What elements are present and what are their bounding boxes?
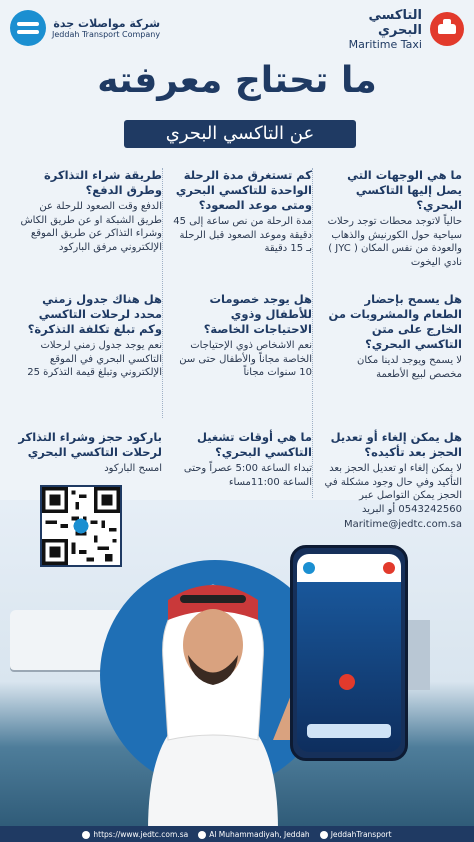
maritime-taxi-icon — [383, 562, 395, 574]
location-pin-icon — [198, 831, 206, 839]
faq-item-food — [322, 292, 462, 381]
faq-answer: الدفع وقت الصعود للرحلة عن طريق الشبكة او عن طريق الكاش وشراء التذاكر عن طريق الموقع الإلكتروني مرفق الباركود — [20, 201, 162, 253]
faq-question: هل يسمح بإحضار الطعام والمشروبات من الخارج على متن التاكسي البحري؟ — [328, 292, 462, 351]
social-icon — [320, 831, 328, 839]
faq-question: ما هي أوقات تشغيل التاكسي البحري؟ — [196, 430, 312, 459]
faq-question: ما هي الوجهات التي يصل إليها التاكسي البحري؟ — [347, 168, 462, 212]
jeddah-transport-logo — [10, 8, 170, 48]
app-book-button — [307, 724, 391, 738]
faq-answer: لا يسمح ويوجد لدينا مكان مخصص لبيع الأطعمة — [357, 355, 462, 380]
taxi-name-ar: التاكسي البحري — [368, 7, 422, 38]
faq-item-cancel — [322, 430, 462, 532]
faq-answer: حالياً لاتوجد محطات توجد رحلات سياحية حول الكورنيش والذهاب والعودة من نفس المكان ( JYC ) نادي اليخوت — [327, 216, 462, 268]
footer-bar — [0, 826, 474, 842]
faq-question: هل يوجد خصومات للأطفال وذوي الاحتياجات الخاصة؟ — [203, 292, 312, 336]
contact-email[interactable]: Maritime@jedtc.com.sa — [344, 519, 462, 530]
maritime-taxi-icon — [430, 12, 464, 46]
globe-icon — [82, 831, 90, 839]
presenter-photo — [108, 540, 318, 830]
jtc-name-en: Jeddah Transport Company — [52, 30, 161, 39]
phone-mockup — [290, 545, 408, 761]
faq-question: باركود حجز وشراء التذاكر لرحلات التاكسي البحري — [18, 430, 162, 459]
taxi-name-en: Maritime Taxi — [348, 37, 422, 51]
maritime-taxi-logo — [324, 8, 464, 50]
faq-question: كم تستغرق مدة الرحلة الواحدة للتاكسي البحري ومتى موعد الصعود؟ — [175, 168, 312, 212]
faq-question: هل هناك جدول زمني محدد لرحلات التاكسي وكم تبلغ تكلفة التذكرة؟ — [27, 292, 162, 336]
faq-item-barcode — [12, 430, 162, 476]
faq-answer: تبداء الساعة 5:00 عصراً وحتى الساعة 11:00مساء — [183, 463, 312, 488]
jtc-logo-icon — [10, 10, 46, 46]
faq-answer: نعم يوجد جدول زمني لرحلات التاكسي البحري في الموقع الإلكتروني وتبلغ قيمة التذكرة 25 — [27, 340, 162, 378]
app-screen — [297, 554, 401, 752]
faq-item-hours — [172, 430, 312, 489]
faq-item-payment — [12, 168, 162, 254]
page-title: ما تحتاج معرفته — [97, 60, 377, 101]
faq-answer: مدة الرحلة من نص ساعة إلى 45 دقيقة وموعد الصعود قبل الرحلة بـ 15 دقيقة — [173, 216, 312, 254]
divider — [162, 168, 164, 418]
faq-item-schedule-price — [12, 292, 162, 380]
jtc-name-ar: شركة مواصلات جدة — [53, 17, 161, 30]
footer-website[interactable]: https://www.jedtc.com.sa — [82, 830, 188, 839]
divider — [312, 168, 314, 498]
faq-question: هل يمكن إلغاء أو تعديل الحجز بعد تأكيده؟ — [330, 430, 462, 459]
faq-question: طريقة شراء التذاكرة وطرق الدفع؟ — [43, 168, 162, 197]
faq-item-destinations — [322, 168, 462, 269]
page-subtitle: عن التاكسي البحري — [124, 120, 356, 148]
jtc-logo-icon — [303, 562, 315, 574]
footer-location: Al Muhammadiyah, Jeddah — [198, 830, 309, 839]
faq-item-duration — [172, 168, 312, 256]
faq-answer: نعم الاشخاص ذوي الإحتياجات الخاصة مجاناً والأطفال حتى سن 10 سنوات مجاناً — [179, 340, 312, 378]
faq-answer: لا يمكن إلغاء او تعديل الحجز بعد التأكيد وفي حال وجود مشكلة في الحجز يمكن التواصل عبر 0543242560 أو البريد — [324, 463, 462, 515]
faq-answer: امسح الباركود — [104, 463, 162, 474]
footer-social[interactable]: JeddahTransport — [320, 830, 392, 839]
taxi-badge-icon — [339, 674, 355, 690]
faq-item-discounts — [172, 292, 312, 380]
